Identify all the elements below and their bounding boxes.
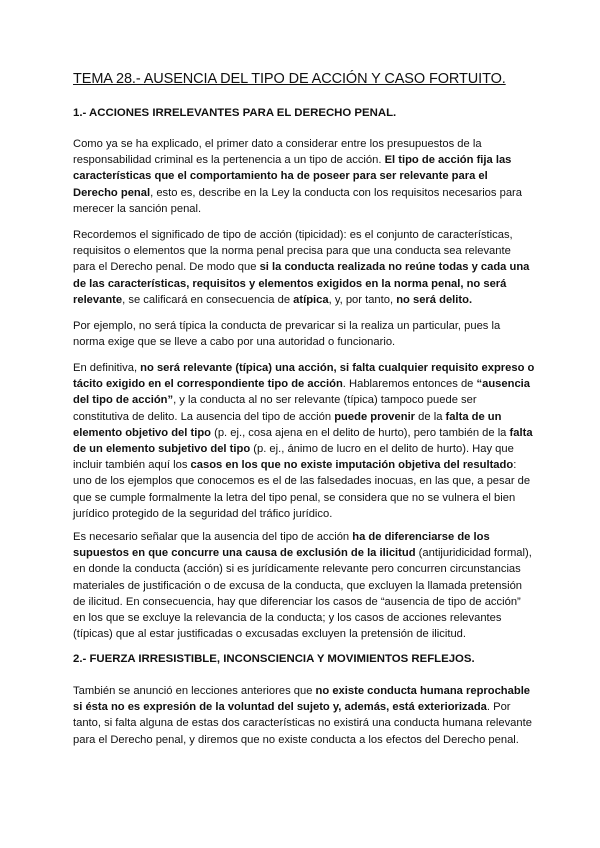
bold-text-run: ha de diferenciarse de los supuestos en que concurre una causa de exclusión de la ilicitud (73, 531, 490, 560)
bold-text-run: El tipo de acción fija las características que el comportamiento ha de poseer para ser relevante para el Derecho penal (73, 154, 512, 199)
bold-text-run: atípica (293, 293, 329, 306)
paragraph-5 (73, 529, 535, 642)
text-run: , se calificará en consecuencia de (122, 293, 294, 306)
text-run: . Hablaremos entonces de (342, 378, 477, 391)
text-run: (antijuridicidad formal), en donde la conducta (acción) si es jurídicamente relevante pero concurren circunstancias materiales de justificación o de excusa de la conducta, que excluyen la llamada pretensión de ilicitud. En consecuencia, hay que diferenciar los casos de “ausencia de tipo de acción” en los que se excluye la relevancia de la conducta; y los casos de acciones relevantes (típicas) que al estar justificadas o excusadas excluyen la pretensión de ilicitud. (73, 547, 532, 641)
paragraph-4 (73, 360, 535, 522)
paragraph-1 (73, 136, 535, 217)
bold-text-run: no será delito. (396, 293, 473, 306)
bold-text-run: falta de un elemento objetivo del tipo (73, 410, 502, 439)
text-run: . Por tanto, si falta alguna de estas dos características no existirá una conducta humana relevante para el Derecho penal, y diremos que no existe conducta a los efectos del Derecho penal. (73, 701, 532, 746)
paragraph-6 (73, 683, 535, 748)
bold-text-run: “ausencia del tipo de acción” (73, 378, 530, 407)
bold-text-run: no existe conducta humana reprochable si ésta no es expresión de la voluntad del sujeto y, además, está exteriorizada (73, 685, 531, 714)
text-run: (p. ej., cosa ajena en el delito de hurto), pero también de la (211, 426, 510, 439)
section-heading-1: 1.- ACCIONES IRRELEVANTES PARA EL DERECHO PENAL. (73, 107, 397, 119)
text-run: , esto es, describe en la Ley la conducta con los requisitos necesarios para merecer la sanción penal. (73, 186, 522, 215)
text-run: Es necesario señalar que la ausencia del tipo de acción (73, 531, 353, 543)
document-title: TEMA 28.- AUSENCIA DEL TIPO DE ACCIÓN Y CASO FORTUITO. (73, 71, 506, 87)
text-run: : uno de los ejemplos que conocemos es el de las falsedades inocuas, en las que, a pesar de que se cumple formalmente la letra del tipo penal, se considera que no se vulnera el bien jurídico protegido de la seguridad del tráfico jurídico. (73, 459, 531, 520)
section-heading-2: 2.- FUERZA IRRESISTIBLE, INCONSCIENCIA Y MOVIMIENTOS REFLEJOS. (73, 653, 475, 665)
text-run: Por ejemplo, no será típica la conducta de prevaricar si la realiza un particular, pues la norma exige que se lleve a cabo por una autoridad o funcionario. (73, 320, 501, 349)
bold-text-run: falta de un elemento subjetivo del tipo (73, 426, 533, 456)
paragraph-2 (73, 227, 535, 308)
text-run: También se anunció en lecciones anteriores que (73, 685, 316, 697)
text-run: , y, por tanto, (328, 293, 397, 306)
bold-text-run: puede provenir (334, 410, 416, 423)
bold-text-run: casos en los que no existe imputación objetiva del resultado (190, 459, 514, 472)
bold-text-run: no será relevante (típica) una acción, si falta cualquier requisito expreso o tácito exigido en el correspondiente tipo de acción (73, 362, 535, 391)
text-run: de la (415, 410, 446, 423)
text-run: En definitiva, (73, 362, 141, 374)
text-run: Recordemos el significado de tipo de acción (tipicidad): es el conjunto de características, requisitos o elementos que la norma penal precisa para que una conducta sea relevante para el Derecho penal. De modo que (73, 229, 513, 274)
text-run: , y la conducta al no ser relevante (típica) tampoco puede ser constitutiva de delito. La ausencia del tipo de acción (73, 394, 477, 423)
paragraph-3 (73, 318, 535, 350)
text-run: (p. ej., ánimo de lucro en el delito de hurto). Hay que incluir también aquí los (73, 443, 514, 472)
text-run: Como ya se ha explicado, el primer dato a considerar entre los presupuestos de la responsabilidad criminal es la pertenencia a un tipo de acción. (73, 138, 482, 167)
bold-text-run: si la conducta realizada no reúne todas y cada una de las características, requisitos y elementos exigidos en la norma penal, no será relevante (73, 261, 530, 306)
